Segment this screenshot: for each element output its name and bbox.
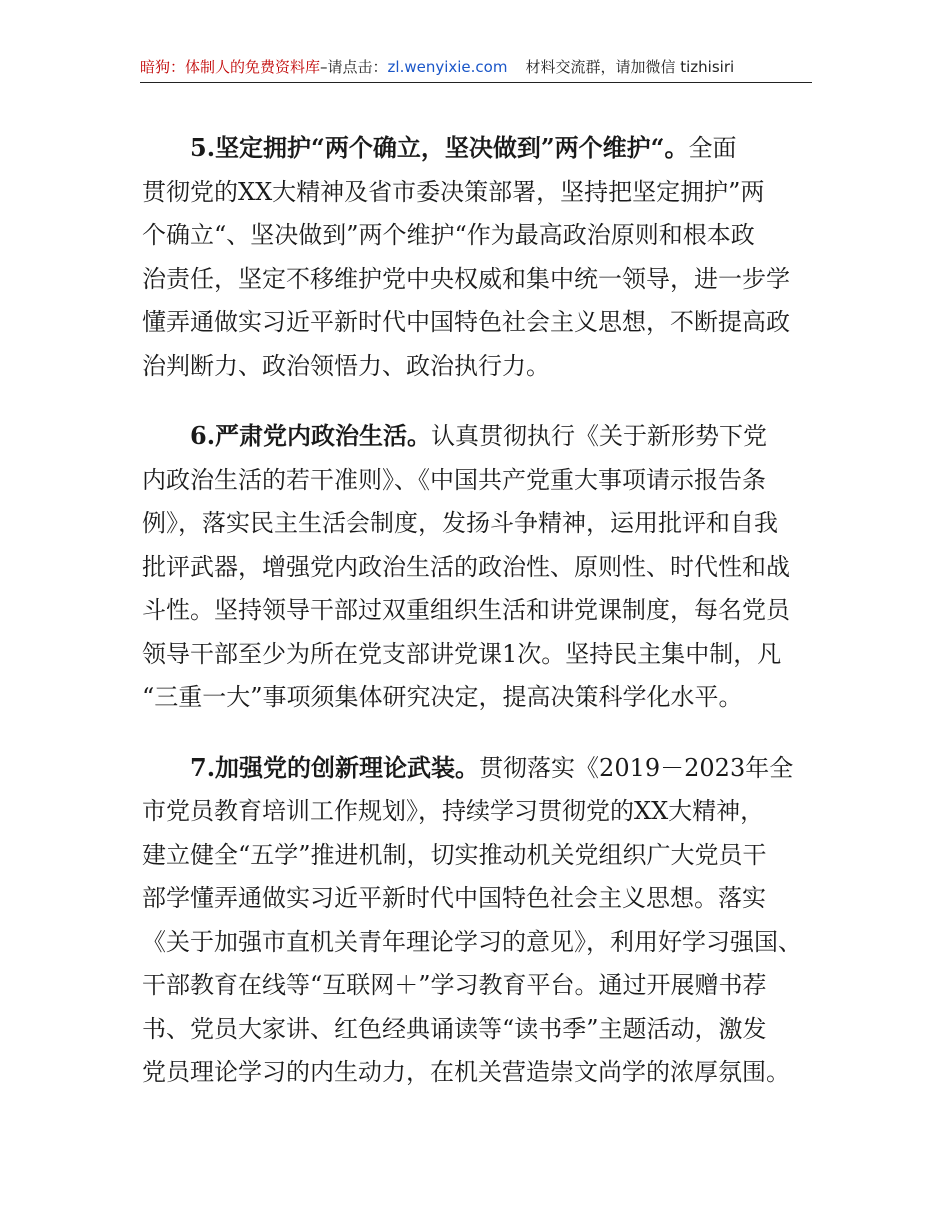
paragraph-first-line — [142, 126, 814, 171]
header-brand: 暗狗：体制人的免费资料库 — [140, 58, 321, 76]
header-link[interactable]: zl.wenyixie.com — [387, 58, 508, 76]
paragraph-line: “三重一大”事项须集体研究决定，提高决策科学化水平。 — [142, 683, 743, 711]
paragraph-line: 贯彻党的XX大精神及省市委决策部署，坚持把坚定拥护”两 — [142, 177, 765, 206]
paragraph-line: 例》，落实民主生活会制度，发扬斗争精神，运用批评和自我 — [142, 509, 778, 537]
paragraph-line: 建立健全“五学”推进机制，切实推动机关党组织广大党员干 — [142, 840, 767, 869]
paragraph-line: 部学懂弄通做实习近平新时代中国特色社会主义思想。落实 — [142, 884, 766, 912]
paragraph-5 — [142, 126, 814, 388]
paragraph-heading: 5.坚定拥护“两个确立，坚决做到”两个维护“。 — [190, 133, 689, 162]
paragraph-first-line — [142, 746, 814, 791]
paragraph-line: 斗性。坚持领导干部过双重组织生活和讲党课制度，每名党员 — [142, 596, 790, 624]
paragraph-line: 市党员教育培训工作规划》，持续学习贯彻党的XX大精神， — [142, 797, 765, 825]
page-header — [140, 56, 812, 83]
paragraph-line: 治责任，坚定不移维护党中央权威和集中统一领导，进一步学 — [142, 264, 790, 293]
paragraph-6 — [142, 414, 814, 720]
paragraph-7 — [142, 746, 814, 1095]
paragraph-line: 个确立“、坚决做到”两个维护“作为最高政治原则和根本政 — [142, 221, 755, 249]
paragraph-line: 懂弄通做实习近平新时代中国特色社会主义思想，不断提高政 — [142, 308, 790, 336]
paragraph-line: 批评武器，增强党内政治生活的政治性、原则性、时代性和战 — [142, 552, 790, 581]
header-prompt: –请点击： — [320, 58, 388, 76]
paragraph-line: 内政治生活的若干准则》、《中国共产党重大事项请示报告条 — [142, 465, 766, 494]
paragraph-text: 认真贯彻执行《关于新形势下党 — [431, 422, 768, 450]
document-body — [142, 126, 814, 1121]
paragraph-line: 治判断力、政治领悟力、政治执行力。 — [142, 351, 550, 380]
header-group-info: 材料交流群，请加微信 tizhisiri — [525, 58, 735, 76]
paragraph-line: 《关于加强市直机关青年理论学习的意见》，利用好学习强国、 — [142, 927, 802, 956]
paragraph-line: 书、党员大家讲、红色经典诵读等“读书季”主题活动，激发 — [142, 1014, 767, 1043]
paragraph-heading: 7.加强党的创新理论武装。 — [190, 752, 480, 782]
paragraph-heading: 6.严肃党内政治生活。 — [190, 421, 432, 450]
paragraph-text: 全面 — [688, 134, 737, 162]
paragraph-line: 干部教育在线等“互联网＋”学习教育平台。通过开展赠书荐 — [142, 971, 767, 999]
paragraph-first-line — [142, 414, 814, 459]
paragraph-text: 贯彻落实《2019－2023年全 — [479, 753, 794, 782]
paragraph-line: 领导干部至少为所在党支部讲党课1次。坚持民主集中制，凡 — [142, 639, 782, 668]
paragraph-line: 党员理论学习的内生动力，在机关营造崇文尚学的浓厚氛围。 — [142, 1058, 790, 1086]
